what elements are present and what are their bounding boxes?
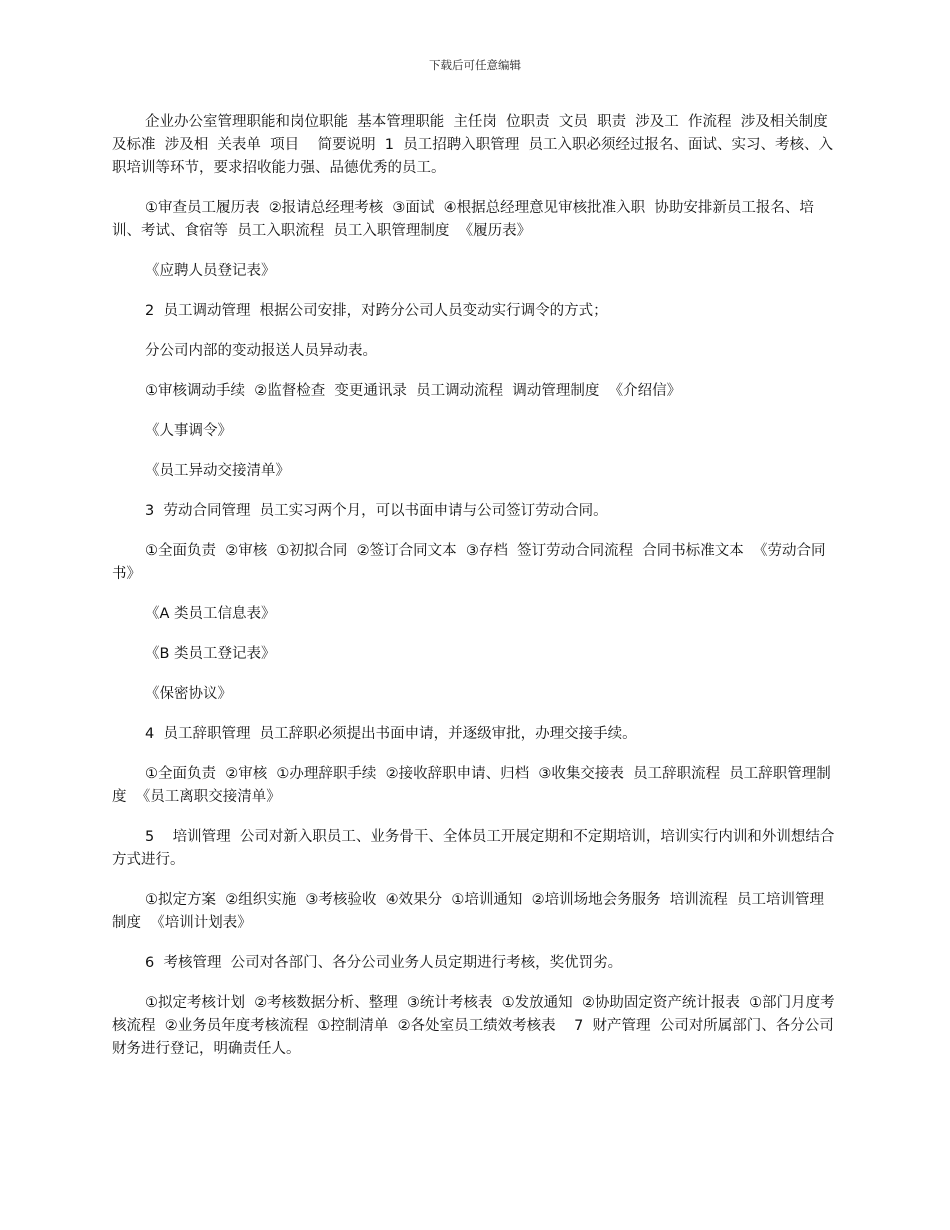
paragraph: 6 考核管理 公司对各部门、各分公司业务人员定期进行考核，奖优罚劣。 xyxy=(145,955,623,971)
paragraph: ①拟定考核计划 ②考核数据分析、整理 ③统计考核表 ①发放通知 ②协助固定资产统计报表 ①部门月度考核流程 ②业务员年度考核流程 ①控制清单 ②各处室员工绩效考核表 7 财产管理 公司对所属部门、各分公司财务进行登记，明确责任人。 xyxy=(112,995,835,1057)
paragraph: 《A 类员工信息表》 xyxy=(145,606,276,622)
paragraph: 企业办公室管理职能和岗位职能 基本管理职能 主任岗 位职责 文员 职责 涉及工 作流程 涉及相关制度及标准 涉及相 关表单 项目 简要说明 1 员工招聘入职管理 员工入职必须经过报名、面试、实习、考核、入职培训等环节，要求招收能力强、品德优秀的员工。 xyxy=(112,114,833,176)
paragraph: 3 劳动合同管理 员工实习两个月，可以书面申请与公司签订劳动合同。 xyxy=(145,503,608,519)
paragraph: 4 员工辞职管理 员工辞职必须提出书面申请，并逐级审批，办理交接手续。 xyxy=(145,726,637,742)
paragraph: 《B 类员工登记表》 xyxy=(145,646,276,662)
paragraph: 5 培训管理 公司对新入职员工、业务骨干、全体员工开展定期和不定期培训，培训实行内训和外训想结合方式进行。 xyxy=(112,829,835,868)
paragraph: 分公司内部的变动报送人员异动表。 xyxy=(145,343,377,359)
paragraph: 《人事调令》 xyxy=(145,423,232,439)
paragraph: 《员工异动交接清单》 xyxy=(145,463,290,479)
paragraph: ①审核调动手续 ②监督检查 变更通讯录 员工调动流程 调动管理制度 《介绍信》 xyxy=(145,383,682,399)
paragraph: ①全面负责 ②审核 ①办理辞职手续 ②接收辞职申请、归档 ③收集交接表 员工辞职流程 员工辞职管理制度 《员工离职交接清单》 xyxy=(112,766,831,805)
paragraph: ①全面负责 ②审核 ①初拟合同 ②签订合同文本 ③存档 签订劳动合同流程 合同书标准文本 《劳动合同书》 xyxy=(112,543,826,582)
paragraph: 《应聘人员登记表》 xyxy=(145,263,276,279)
header-note: 下载后可任意编辑 xyxy=(429,58,521,72)
paragraph: ①拟定方案 ②组织实施 ③考核验收 ④效果分 ①培训通知 ②培训场地会务服务 培训流程 员工培训管理制度 《培训计划表》 xyxy=(112,892,825,931)
paragraph: 2 员工调动管理 根据公司安排，对跨分公司人员变动实行调令的方式； xyxy=(145,303,608,319)
document-body xyxy=(112,111,838,1078)
paragraph: 《保密协议》 xyxy=(145,686,232,702)
paragraph: ①审查员工履历表 ②报请总经理考核 ③面试 ④根据总经理意见审核批准入职 协助安排新员工报名、培训、考试、食宿等 员工入职流程 员工入职管理制度 《履历表》 xyxy=(112,200,814,239)
